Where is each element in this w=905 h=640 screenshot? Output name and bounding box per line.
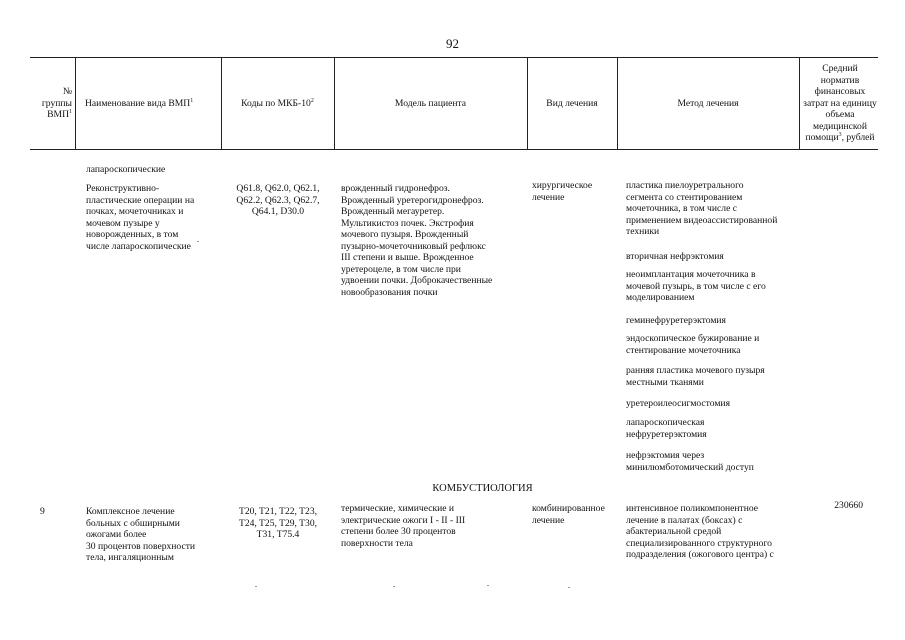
col-divider-1 (75, 57, 76, 149)
row9-group-number: 9 (40, 506, 45, 517)
row9-vmp-name: Комплексное лечение больных с обширными ожогами более 30 процентов поверхности тела, ингаляционным (86, 506, 196, 563)
method-item: лапароскопическая нефруретерэктомия (626, 417, 707, 440)
row-treatment-type: хирургическое лечение (532, 180, 593, 203)
method-item: неоимплантация мочеточника в мочевой пузырь, в том числе с его моделированием (626, 269, 766, 303)
row-vmp-name: Реконструктивно- пластические операции на почках, мочеточниках и мочевом пузыре у новорожденных, в том числе лапароскопические (86, 183, 195, 252)
method-item: нефрэктомия через минилюмботомический доступ (626, 450, 754, 473)
method-item: пластика пиелоуретрального сегмента со стентированием мочеточника, в том числе с применением видеоассистированной техники (626, 180, 778, 237)
scan-speck (255, 586, 257, 587)
row9-patient-model: термические, химические и электрические ожоги I - II - III степени более 30 процентов поверхности тела (341, 503, 466, 549)
carry-over-name: лапароскопические (86, 164, 166, 175)
scan-speck (197, 241, 199, 242)
method-item: ранняя пластика мочевого пузыря местными тканями (626, 365, 765, 388)
header-average-cost: Средний норматив финансовых затрат на единицу объема медицинской помощи$^3$, рублей (803, 63, 877, 144)
page-number: 92 (446, 36, 459, 51)
method-item: уретероилеосигмостомия (626, 398, 730, 409)
method-item: вторичная нефрэктомия (626, 251, 724, 262)
scan-speck (393, 586, 395, 587)
row9-average-cost: 230660 (834, 500, 863, 511)
method-item: эндоскопическое бужирование и стентирование мочеточника (626, 333, 760, 356)
header-treatment-type: Вид лечения (546, 97, 598, 109)
header-vmp-name: Наименование вида ВМП$^1$ (85, 97, 194, 109)
row9-icd-codes: T20, T21, T22, T23, T24, T25, T29, T30, T31, T75.4 (238, 506, 318, 540)
header-patient-model: Модель пациента (394, 97, 467, 109)
header-icd-codes: Коды по МКБ-$10^2$ (241, 97, 314, 109)
scan-speck (487, 585, 489, 586)
header-group-number: № группы ВМП$^1$ (41, 86, 72, 121)
header-treatment-method: Метод лечения (677, 97, 739, 109)
row9-treatment-type: комбинированное лечение (532, 503, 605, 526)
method-item: геминефруретерэктомия (626, 315, 726, 326)
row-icd-codes: Q61.8, Q62.0, Q62.1, Q62.2, Q62.3, Q62.7, Q64.1, D30.0 (236, 183, 320, 217)
row9-treatment-method: интенсивное поликомпонентное лечение в палатах (боксах) с абактериальной средой специализированного структурного подразделения (ожогового центра) с (626, 503, 774, 560)
header-bottom-rule (30, 149, 878, 150)
row-patient-model: врожденный гидронефроз. Врожденный уретерогидронефроз. Врожденный мегауретер. Мультикистоз почек. Экстрофия мочевого пузыря. Врожденный пузырно-мочеточниковый рефлюкс III степени и выше. Врожденное уретероцеле, в том числе при удвоении почки. Доброкачественные новообразования почки (341, 183, 493, 298)
section-heading: КОМБУСТИОЛОГИЯ (432, 483, 533, 494)
scan-speck (568, 587, 570, 588)
